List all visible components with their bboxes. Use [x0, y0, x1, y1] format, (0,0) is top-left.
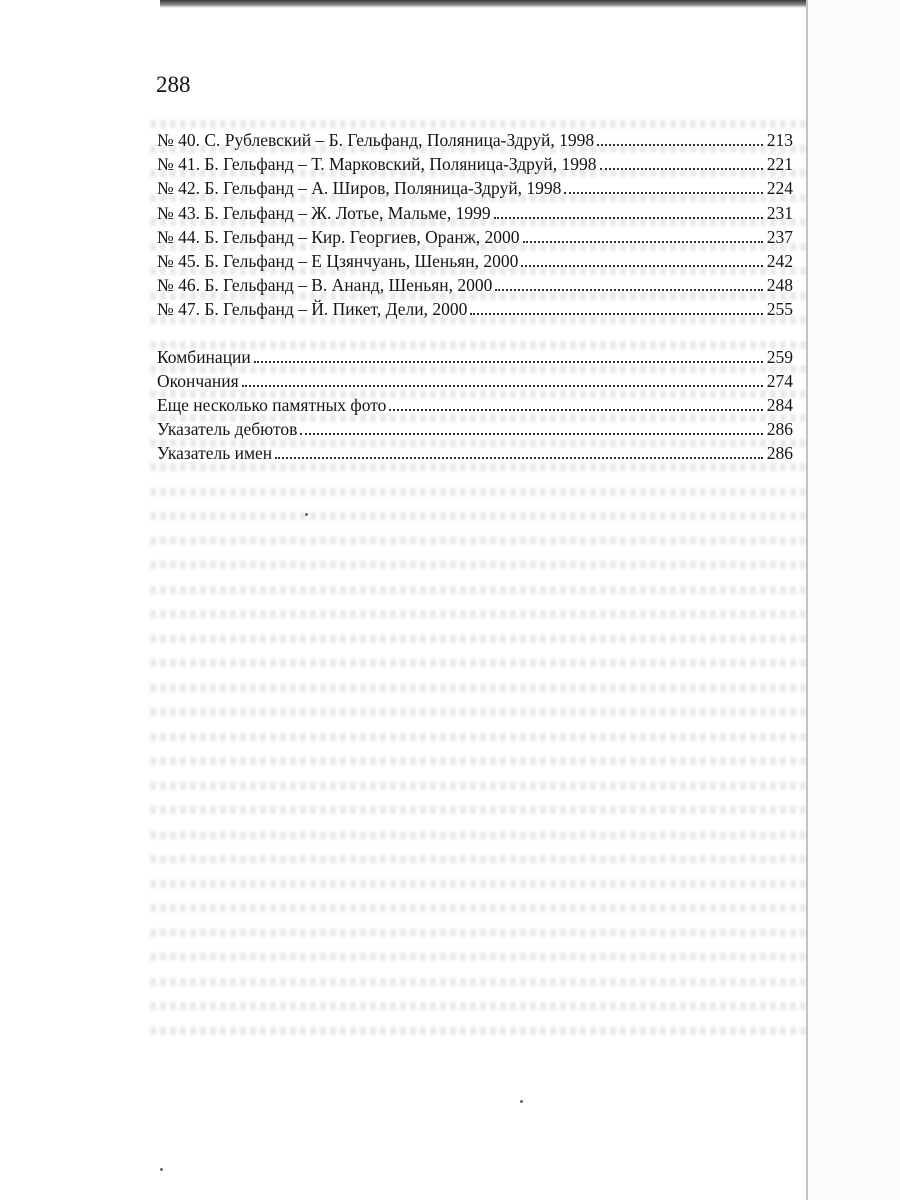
bleed-line [150, 610, 810, 618]
toc-entry-title: № 45. Б. Гельфанд – Е Цзянчуань, Шеньян, 2000 [157, 250, 519, 271]
toc-entry-page: 284 [766, 394, 793, 415]
toc-entry-title: Комбинации [157, 346, 251, 367]
toc-entry-page: 224 [766, 178, 793, 199]
dot-leader [254, 361, 763, 363]
toc-entry-page: 274 [766, 370, 793, 391]
toc-game-row [157, 273, 793, 297]
section-gap [157, 322, 793, 345]
dot-leader [300, 433, 762, 435]
toc-entry-title: № 41. Б. Гельфанд – Т. Марковский, Поляница-Здруй, 1998 [157, 154, 597, 175]
page-number: 288 [156, 72, 191, 97]
toc-entry-title: Окончания [157, 370, 239, 391]
toc-entry-page: 286 [766, 419, 793, 440]
bleed-line [150, 1002, 810, 1010]
bleed-line [150, 806, 810, 814]
games-list [157, 128, 793, 322]
dot-leader [597, 144, 763, 146]
toc-entry-title: № 42. Б. Гельфанд – А. Широв, Поляница-Здруй, 1998 [157, 178, 562, 199]
bleed-line [150, 586, 810, 594]
toc-section-row [157, 417, 793, 441]
bleed-line [150, 733, 810, 741]
print-speck [520, 1100, 523, 1103]
bleed-line [150, 831, 810, 839]
bleed-line [150, 659, 810, 667]
toc-section-row [157, 345, 793, 369]
dot-leader [521, 265, 762, 267]
dot-leader [275, 457, 763, 459]
toc-entry-page: 231 [766, 202, 793, 223]
dot-leader [600, 168, 763, 170]
toc-entry-title: № 46. Б. Гельфанд – В. Ананд, Шеньян, 2000 [157, 275, 493, 296]
bleed-line [150, 855, 810, 863]
toc-entry-page: 213 [766, 130, 793, 150]
toc-game-row [157, 152, 793, 176]
toc-entry-page: 242 [766, 250, 793, 271]
bleed-line [150, 635, 810, 643]
toc-entry-page: 259 [766, 346, 793, 367]
bleed-line [150, 880, 810, 888]
bleed-line [150, 757, 810, 765]
sections-list [157, 345, 793, 466]
toc-game-row [157, 249, 793, 273]
bleed-line [150, 561, 810, 569]
print-speck [305, 513, 308, 516]
dot-leader [495, 289, 762, 291]
page-outer-margin [808, 0, 900, 1200]
toc-entry-title: Еще несколько памятных фото [157, 394, 387, 415]
toc-entry-title: № 47. Б. Гельфанд – Й. Пикет, Дели, 2000 [157, 299, 468, 320]
toc-entry-page: 237 [766, 226, 793, 247]
toc-entry-title: № 44. Б. Гельфанд – Кир. Георгиев, Оранж, 2000 [157, 226, 520, 247]
toc-entry-title: Указатель имен [157, 443, 273, 464]
bleed-line [150, 488, 810, 496]
toc-entry-page: 255 [766, 299, 793, 320]
toc-game-row [157, 128, 793, 152]
dot-leader [523, 241, 763, 243]
bleed-line [150, 953, 810, 961]
toc-section-row [157, 393, 793, 417]
bleed-line [150, 708, 810, 716]
bleed-line [150, 1027, 810, 1035]
bleed-line [150, 929, 810, 937]
toc-entry-title: № 43. Б. Гельфанд – Ж. Лотье, Мальме, 1999 [157, 202, 491, 223]
toc-entry-title: № 40. С. Рублевский – Б. Гельфанд, Поляница-Здруй, 1998 [157, 130, 595, 150]
dot-leader [470, 313, 762, 315]
toc-section-row [157, 441, 793, 465]
toc-section-row [157, 369, 793, 393]
toc-game-row [157, 225, 793, 249]
bleed-line [150, 978, 810, 986]
toc-game-row [157, 176, 793, 200]
dot-leader [389, 409, 762, 411]
bleed-line [150, 512, 810, 520]
dot-leader [494, 217, 763, 219]
toc-game-row [157, 297, 793, 321]
dot-leader [242, 385, 763, 387]
bleed-line [150, 537, 810, 545]
scan-top-edge [160, 0, 820, 8]
bleed-line [150, 904, 810, 912]
toc-entry-page: 221 [766, 154, 793, 175]
dot-leader [564, 192, 762, 194]
toc-game-row [157, 201, 793, 225]
table-of-contents [157, 128, 793, 465]
bleed-line [150, 120, 810, 128]
bleed-line [150, 782, 810, 790]
bleed-line [150, 684, 810, 692]
toc-entry-page: 248 [766, 275, 793, 296]
print-speck [160, 1168, 163, 1171]
toc-entry-page: 286 [766, 443, 793, 464]
toc-entry-title: Указатель дебютов [157, 419, 298, 440]
